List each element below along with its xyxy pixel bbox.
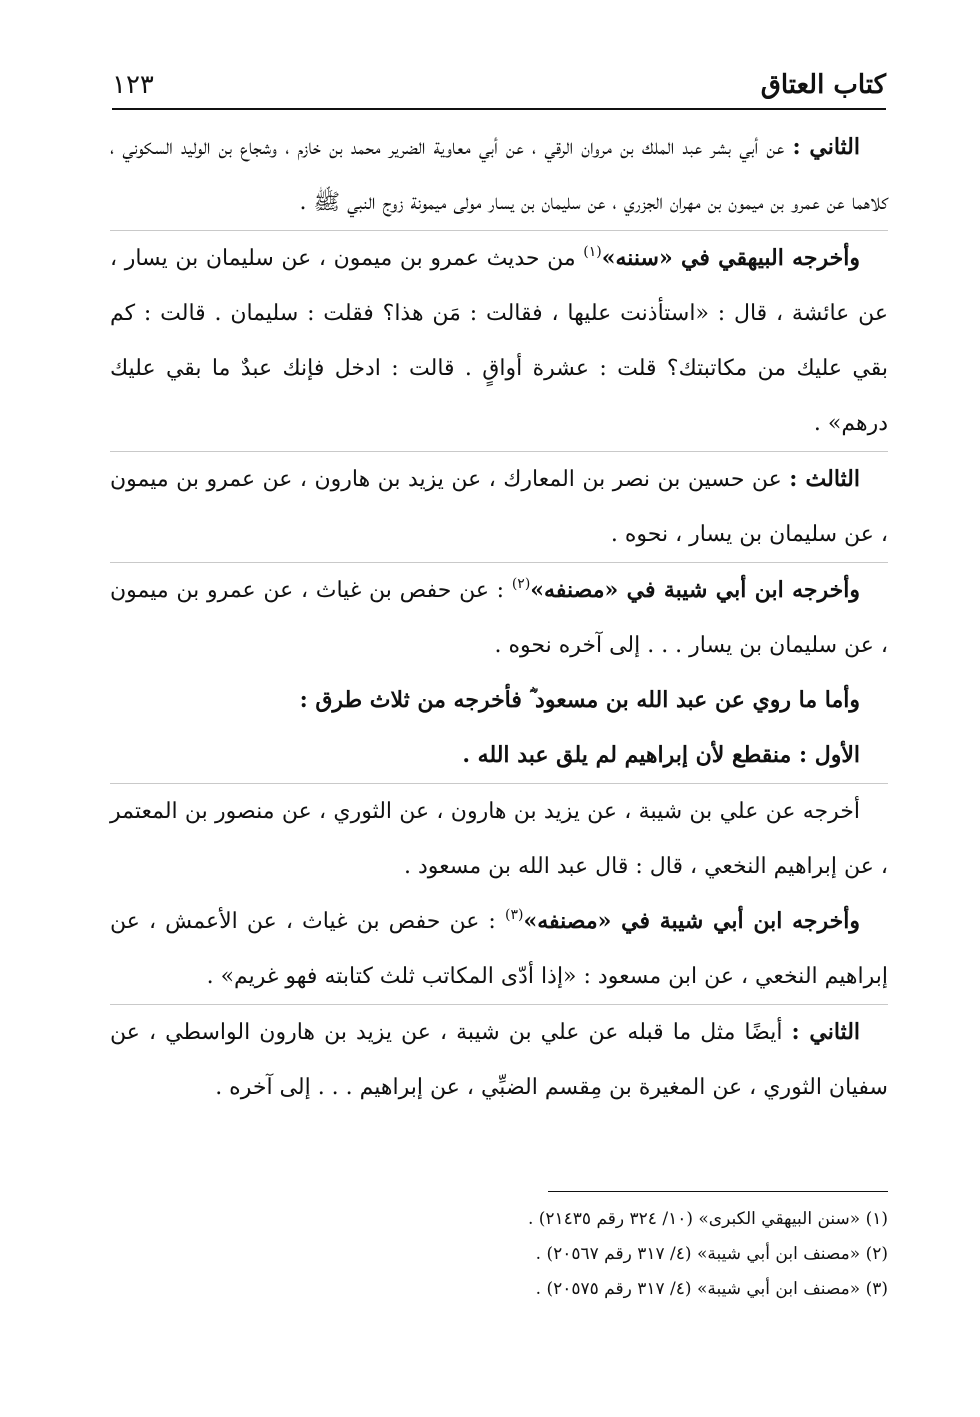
footnote: (٣) «مصنف ابن أبي شيبة» (٤/ ٣١٧ رقم ٢٠٥٧٥) . [535,1279,888,1299]
page-number: ١٢٣ [112,70,154,100]
paragraph-first-chain [110,728,888,783]
paragraph-lead: الثالث : [789,466,860,492]
footnote-ref[interactable]: (١) [583,244,602,260]
paragraph-ali-bin-shayba [110,783,888,894]
paragraph-text: أيضًا مثل ما قبله عن علي بن شيبة ، عن يزيد بن هارون الواسطي ، عن سفيان الثوري ، عن المغيرة بن مِقسم الضبِّي ، عن إبراهيم . . . إلى آخره . [110,1020,888,1100]
paragraph-second-chain-b [110,1004,888,1115]
paragraph-lead: الأول : منقطع لأن إبراهيم لم يلق عبد الله . [462,742,860,768]
paragraph-text: من حديث عمرو بن ميمون ، عن سليمان بن يسار ، عن عائشة ، قال : «استأذنت عليها ، فقالت : مَن هذا؟ فقلت : سليمان . قالت : كم بقي عليك من مكاتبتك؟ قلت : عشرة أواقٍ . قالت : ادخل فإنك عبدٌ ما بقي عليك درهم» . [110,246,888,436]
paragraph-lead: الثاني : [792,134,860,160]
footnote: (٢) «مصنف ابن أبي شيبة» (٤/ ٣١٧ رقم ٢٠٥٦٧) . [535,1244,888,1264]
footnote: (١) «سنن البيهقي الكبرى» (١٠/ ٣٢٤ رقم ٢١٤٣٥) . [527,1209,888,1229]
paragraph-bayhaqi [110,230,888,451]
paragraph-ibn-masud-intro [110,673,888,728]
running-title: كتاب العتاق [760,70,886,100]
paragraph-lead: الثاني : [791,1019,861,1045]
paragraph-lead: وأخرجه ابن أبي شيبة في «مصنفه» [523,908,861,934]
paragraph-text: : عن حفص بن غياث ، عن الأعمش ، عن إبراهيم النخعي ، عن ابن مسعود : «إذا أدّى المكاتب ثلث كتابته فهو غريم» . [110,909,888,989]
body-text [110,120,888,1115]
paragraph-third-chain [110,451,888,562]
header-rule [112,108,886,110]
footnote-ref[interactable]: (٣) [504,907,524,923]
paragraph-ibn-abi-shayba-2 [110,894,888,1004]
footnotes [110,1202,888,1307]
paragraph-text: عن أبي بشر عبد الملك بن مروان الرقي ، عن أبي معاوية الضرير محمد بن خازم ، وشجاع بن الوليد السكوني ، كلاهما عن عمرو بن ميمون بن مهران الجزري ، عن سليمان بن يسار مولى ميمونة زوج النبي ﷺ . [110,135,888,215]
paragraph-second-chain [110,120,888,230]
paragraph-text: : عن حفص بن غياث ، عن عمرو بن ميمون ، عن سليمان بن يسار . . . إلى آخره نحوه . [110,578,888,658]
paragraph-text: عن حسين بن نصر بن المعارك ، عن يزيد بن هارون ، عن عمرو بن ميمون ، عن سليمان بن يسار ، نحوه . [110,467,888,547]
paragraph-text: أخرجه عن علي بن شيبة ، عن يزيد بن هارون ، عن الثوري ، عن منصور بن المعتمر ، عن إبراهيم النخعي ، قال : قال عبد الله بن مسعود . [110,799,888,879]
paragraph-lead: وأخرجه البيهقي في «سننه» [601,245,861,271]
paragraph-lead: وأما ما روي عن عبد الله بن مسعود ؓ فأخرجه من ثلاث طرق : [299,687,860,713]
paragraph-lead: وأخرجه ابن أبي شيبة في «مصنفه» [530,577,860,603]
footnote-ref[interactable]: (٢) [511,576,531,592]
paragraph-ibn-abi-shayba-1 [110,562,888,673]
footnote-rule [548,1191,888,1192]
running-header [112,62,886,102]
